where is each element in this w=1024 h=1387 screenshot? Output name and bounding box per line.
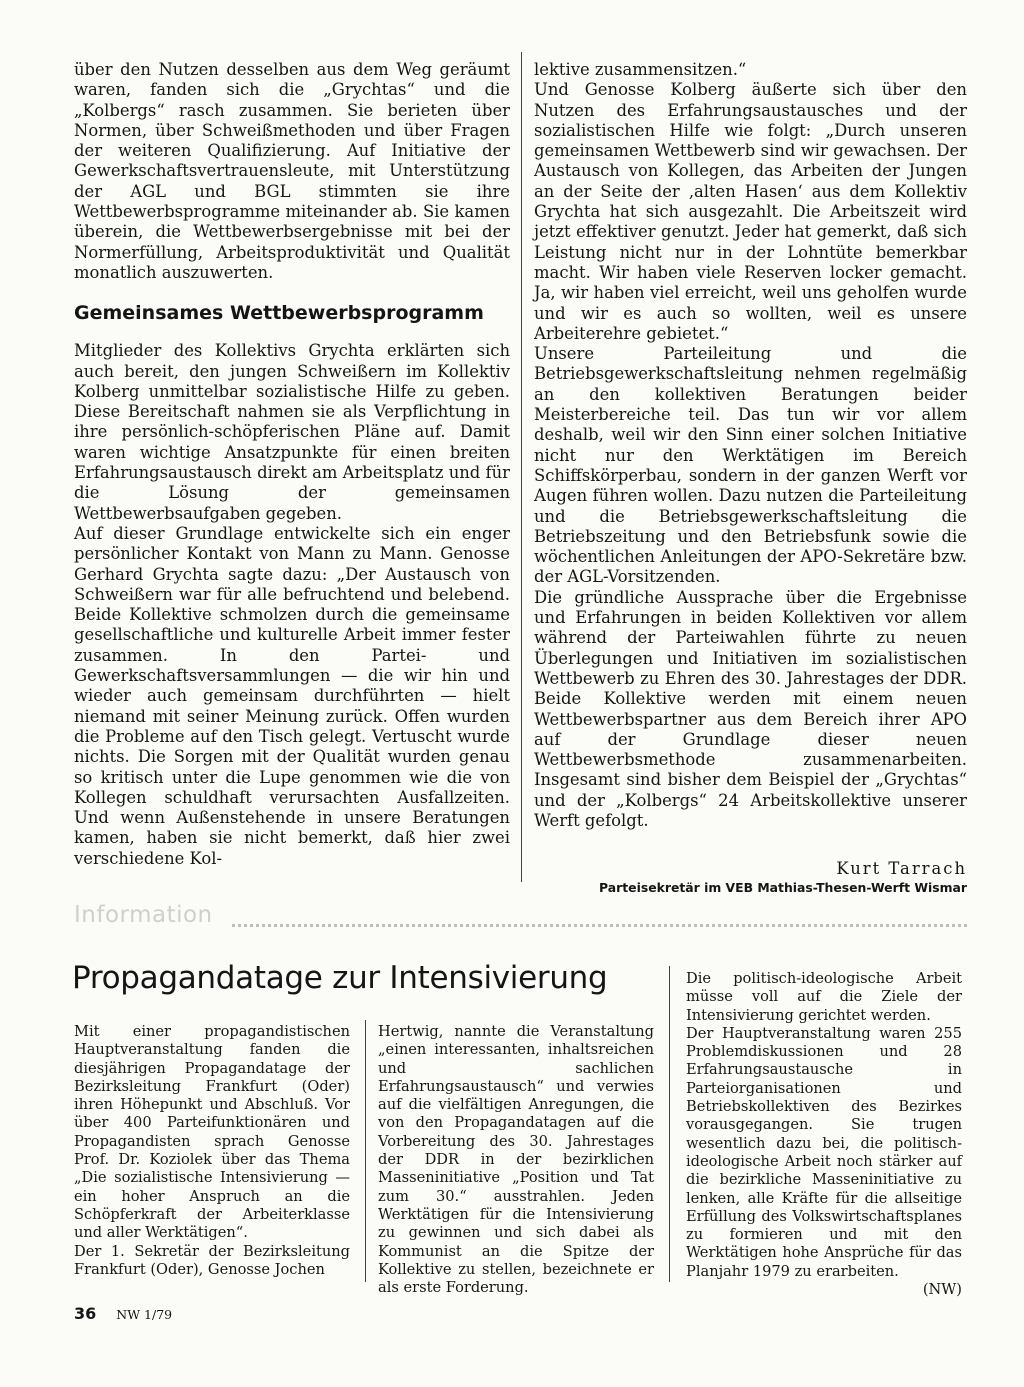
paragraph: Hertwig, nannte die Veranstaltung „einen interessanten, inhaltsreichen und sachlichen Erfahrungsaustausch“ und verwies auf die vielfältigen Anregungen, die von den Propagandatagen auf die Vorbereitung des 30. Jahrestages der DDR in der bezirklichen Masseninitiative „Position und Tat zum 30.“ ausstrahlen. Jeden Werktätigen für die Intensivierung zu gewinnen und sich dabei als Kommunist an die Spitze der Kollektive zu stellen, bezeichnete er als erste Forderung. (378, 1023, 654, 1297)
paragraph: Mitglieder des Kollektivs Grychta erklärten sich auch bereit, den jungen Schweißern im Kollektiv Kolberg unmittelbar sozialistische Hilfe zu geben. Diese Bereitschaft nahmen sie als Verpflichtung in ihre persönlich-schöpferischen Pläne auf. Damit waren wichtige Ansatzpunkte für einen breiten Erfahrungsaustausch direkt am Arbeitsplatz und für die Lösung der gemeinsamen Wettbewerbsaufgaben gegeben. (74, 341, 510, 523)
author-name: Kurt Tarrach (836, 859, 967, 879)
paragraph: Die politisch-ideologische Arbeit müsse voll auf die Ziele der Intensivierung gerichtet werden. (686, 970, 962, 1024)
paragraph: Der 1. Sekretär der Bezirksleitung Frankfurt (Oder), Genosse Jochen (74, 1242, 350, 1278)
info-column-1 (74, 1023, 350, 1279)
column-divider (521, 52, 522, 882)
paragraph: über den Nutzen desselben aus dem Weg geräumt waren, fanden sich die „Grychtas“ und die „Kolbergs“ rasch zusammen. Sie berieten über Normen, über Schweißmethoden und über Fragen der weiteren Qualifizierung. Auf Initiative der Gewerkschaftsvertrauensleute, mit Unterstützung der AGL und BGL stimmten sie ihre Wettbewerbsprogramme miteinander ab. Sie kamen überein, die Wettbewerbsergebnisse mit bei der Normerfüllung, Arbeitsproduktivität und Qualität monatlich auszuwerten. (74, 60, 510, 282)
paragraph: Der Hauptveranstaltung waren 255 Problemdiskussionen und 28 Erfahrungsaustausche in Parteiorganisationen und Betriebskollektiven des Bezirkes vorausgegangen. Sie trugen wesentlich dazu bei, die politisch-ideologische Arbeit noch stärker auf die bezirkliche Masseninitiative zu lenken, alle Kräfte für die allseitige Erfüllung des Volkswirtschaftsplanes zu formieren und mit den Werktätigen hohe Ansprüche für das Planjahr 1979 zu erarbeiten. (686, 1024, 962, 1280)
paragraph: Und Genosse Kolberg äußerte sich über den Nutzen des Erfahrungsaustausches und der sozialistischen Hilfe wie folgt: „Durch unseren gemeinsamen Wettbewerb sind wir gewachsen. Der Austausch von Kollegen, das Arbeiten der Jungen an der Seite der ‚alten Hasen‘ aus dem Kollektiv Grychta hat sich ausgezahlt. Die Arbeitszeit wird jetzt effektiver genutzt. Jeder hat gemerkt, daß sich Leistung nicht nur in der Lohntüte bemerkbar macht. Wir haben viele Reserven locker gemacht. Ja, wir haben viel erreicht, weil uns geholfen wurde und wir es auch so wollten, weil es unsere Arbeiterehre gebietet.“ (534, 80, 967, 343)
top-article-left-column (74, 60, 510, 869)
article-signoff: (NW) (922, 1281, 962, 1299)
column-divider (365, 1020, 366, 1282)
section-rule (232, 924, 967, 927)
page-footer (74, 1304, 172, 1323)
paragraph: Die gründliche Aussprache über die Ergebnisse und Erfahrungen in beiden Kollektiven vor allem während der Parteiwahlen führte zu neuen Überlegungen und Initiativen im sozialistischen Wettbewerb zu Ehren des 30. Jahrestages der DDR. Beide Kollektive werden mit einem neuen Wettbewerbspartner aus dem Bereich ihrer APO auf der Grundlage dieser neuen Wettbewerbsmethode zusammenarbeiten. Insgesamt sind bisher dem Beispiel der „Grychtas“ und der „Kolbergs“ 24 Arbeitskollektive unserer Werft gefolgt. (534, 587, 967, 830)
info-column-3 (686, 970, 962, 1299)
author-role: Parteisekretär im VEB Mathias-Thesen-Werft Wismar (599, 879, 967, 895)
subheading: Gemeinsames Wettbewerbsprogramm (74, 302, 484, 325)
section-label: Information (74, 902, 213, 928)
issue-label: NW 1/79 (116, 1307, 173, 1322)
paragraph: Auf dieser Grundlage entwickelte sich ein enger persönlicher Kontakt von Mann zu Mann. Genosse Gerhard Grychta sagte dazu: „Der Austausch von Schweißern war für alle befruchtend und belebend. Beide Kollektive schmolzen durch die gemeinsame gesellschaftliche und kulturelle Arbeit immer fester zusammen. In den Partei- und Gewerkschaftsversammlungen — die wir hin und wieder auch gemeinsam durchführten — hielt niemand mit seiner Meinung zurück. Offen wurden die Probleme auf den Tisch gelegt. Vertuscht wurde nichts. Die Sorgen mit der Qualität wurden genau so kritisch unter die Lupe genommen wie die von Kollegen schuldhaft verursachten Ausfallzeiten. Und wenn Außenstehende in unsere Beratungen kamen, haben sie nicht bemerkt, daß hier zwei verschiedene Kol- (74, 523, 510, 868)
top-article-right-column (534, 60, 967, 895)
paragraph: lektive zusammensitzen.“ (534, 60, 747, 79)
page-number: 36 (74, 1304, 97, 1323)
info-column-2 (378, 1023, 654, 1297)
paragraph: Mit einer propagandistischen Hauptveranstaltung fanden die diesjährigen Propagandatage der Bezirksleitung Frankfurt (Oder) ihren Höhepunkt und Abschluß. Vor über 400 Parteifunktionären und Propagandisten sprach Genosse Prof. Dr. Koziolek über das Thema „Die sozialistische Intensivierung — ein hoher Anspruch an die Schöpferkraft der Arbeiterklasse und aller Werktätigen“. (74, 1023, 350, 1242)
column-divider (669, 966, 670, 1282)
info-headline: Propagandatage zur Intensivierung (72, 960, 608, 996)
paragraph: Unsere Parteileitung und die Betriebsgewerkschaftsleitung nehmen regelmäßig an den kollektiven Beratungen beider Meisterbereiche teil. Das tun wir vor allem deshalb, weil wir den Sinn einer solchen Initiative nicht nur den Werktätigen im Bereich Schiffskörperbau, sondern in der ganzen Werft vor Augen führen wollen. Dazu nutzen die Parteileitung und die Betriebsgewerkschaftsleitung die Betriebszeitung und den Betriebsfunk sowie die wöchentlichen Anleitungen der APO-Sekretäre bzw. der AGL-Vorsitzenden. (534, 344, 967, 587)
